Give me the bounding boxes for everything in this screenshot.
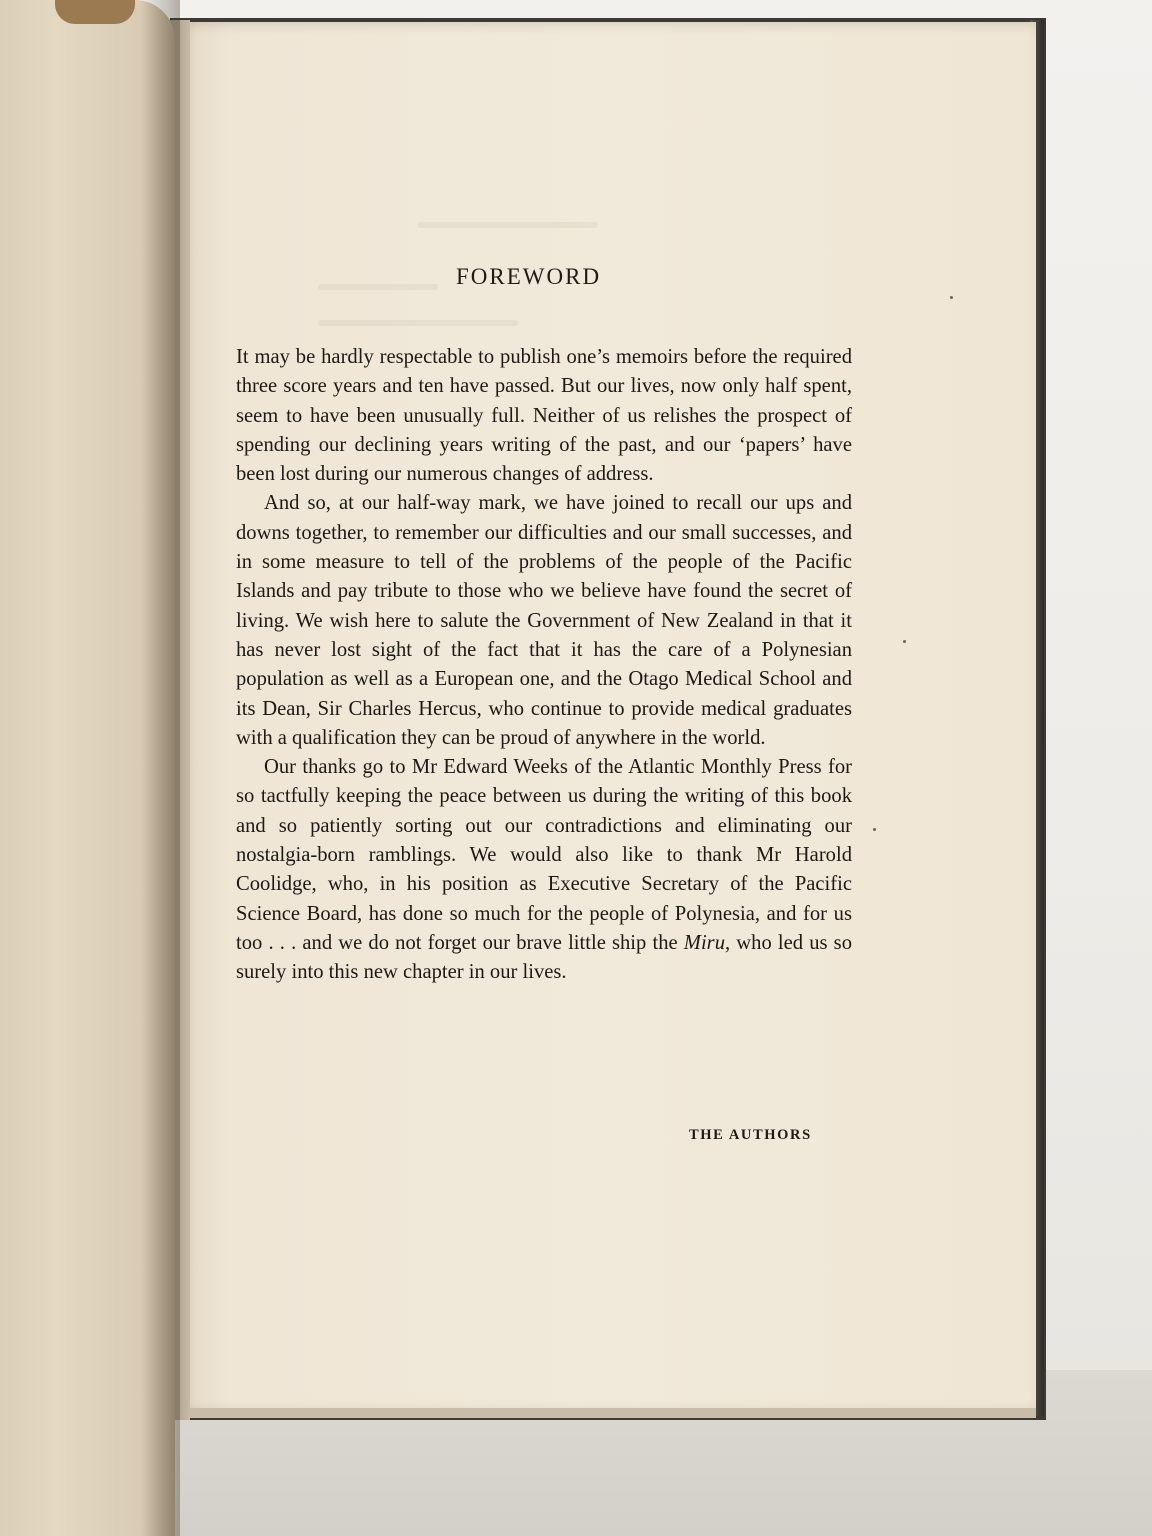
- show-through-line: [318, 320, 518, 326]
- page-heading: FOREWORD: [456, 264, 602, 289]
- paragraph-3-part-2: , who led us so surely into this new chapter in our lives.: [236, 931, 852, 984]
- paragraph-3: [236, 753, 852, 987]
- left-page-shadow: [140, 0, 180, 1536]
- show-through-line: [418, 222, 598, 228]
- ship-name: Miru: [683, 931, 725, 954]
- paper-speck: [950, 296, 953, 299]
- paper-speck: [903, 640, 906, 643]
- paper-speck: [873, 828, 876, 831]
- spine-top: [55, 0, 135, 24]
- page-bottom-edge: [178, 1408, 1036, 1418]
- paragraph-1: It may be hardly respectable to publish one’s memoirs before the required three score years and ten have passed. But our lives, now only half spent, seem to have been unusually full. Neither of us relishes the prospect of spending our declining years writing of the past, and our ‘papers’ have been lost during our numerous changes of address.: [236, 346, 852, 486]
- paragraph-2: And so, at our half-way mark, we have joined to recall our ups and downs together, to remember our difficulties and our small successes, and in some measure to tell of the problems of the people of the Pacific Islands and pay tribute to those who we believe have found the secret of living. We wish here to salute the Government of New Zealand in that it has never lost sight of the fact that it has the care of a Polynesian population as well as a European one, and the Otago Medical School and its Dean, Sir Charles Hercus, who continue to provide medical graduates with a qualification they can be proud of anywhere in the world.: [236, 492, 852, 749]
- show-through-line: [318, 284, 438, 290]
- paragraph-3-part-1: Our thanks go to Mr Edward Weeks of the Atlantic Monthly Press for so tactfully keeping the peace between us during the writing of this book and so patiently sorting out our contradictions and eliminating our nostalgia-born ramblings. We would also like to thank Mr Harold Coolidge, who, in his position as Executive Secretary of the Pacific Science Board, has done so much for the people of Polynesia, and for us too . . . and we do not forget our brave little ship the: [236, 756, 852, 954]
- signature: THE AUTHORS: [689, 1127, 812, 1143]
- foreword-text: [236, 343, 852, 988]
